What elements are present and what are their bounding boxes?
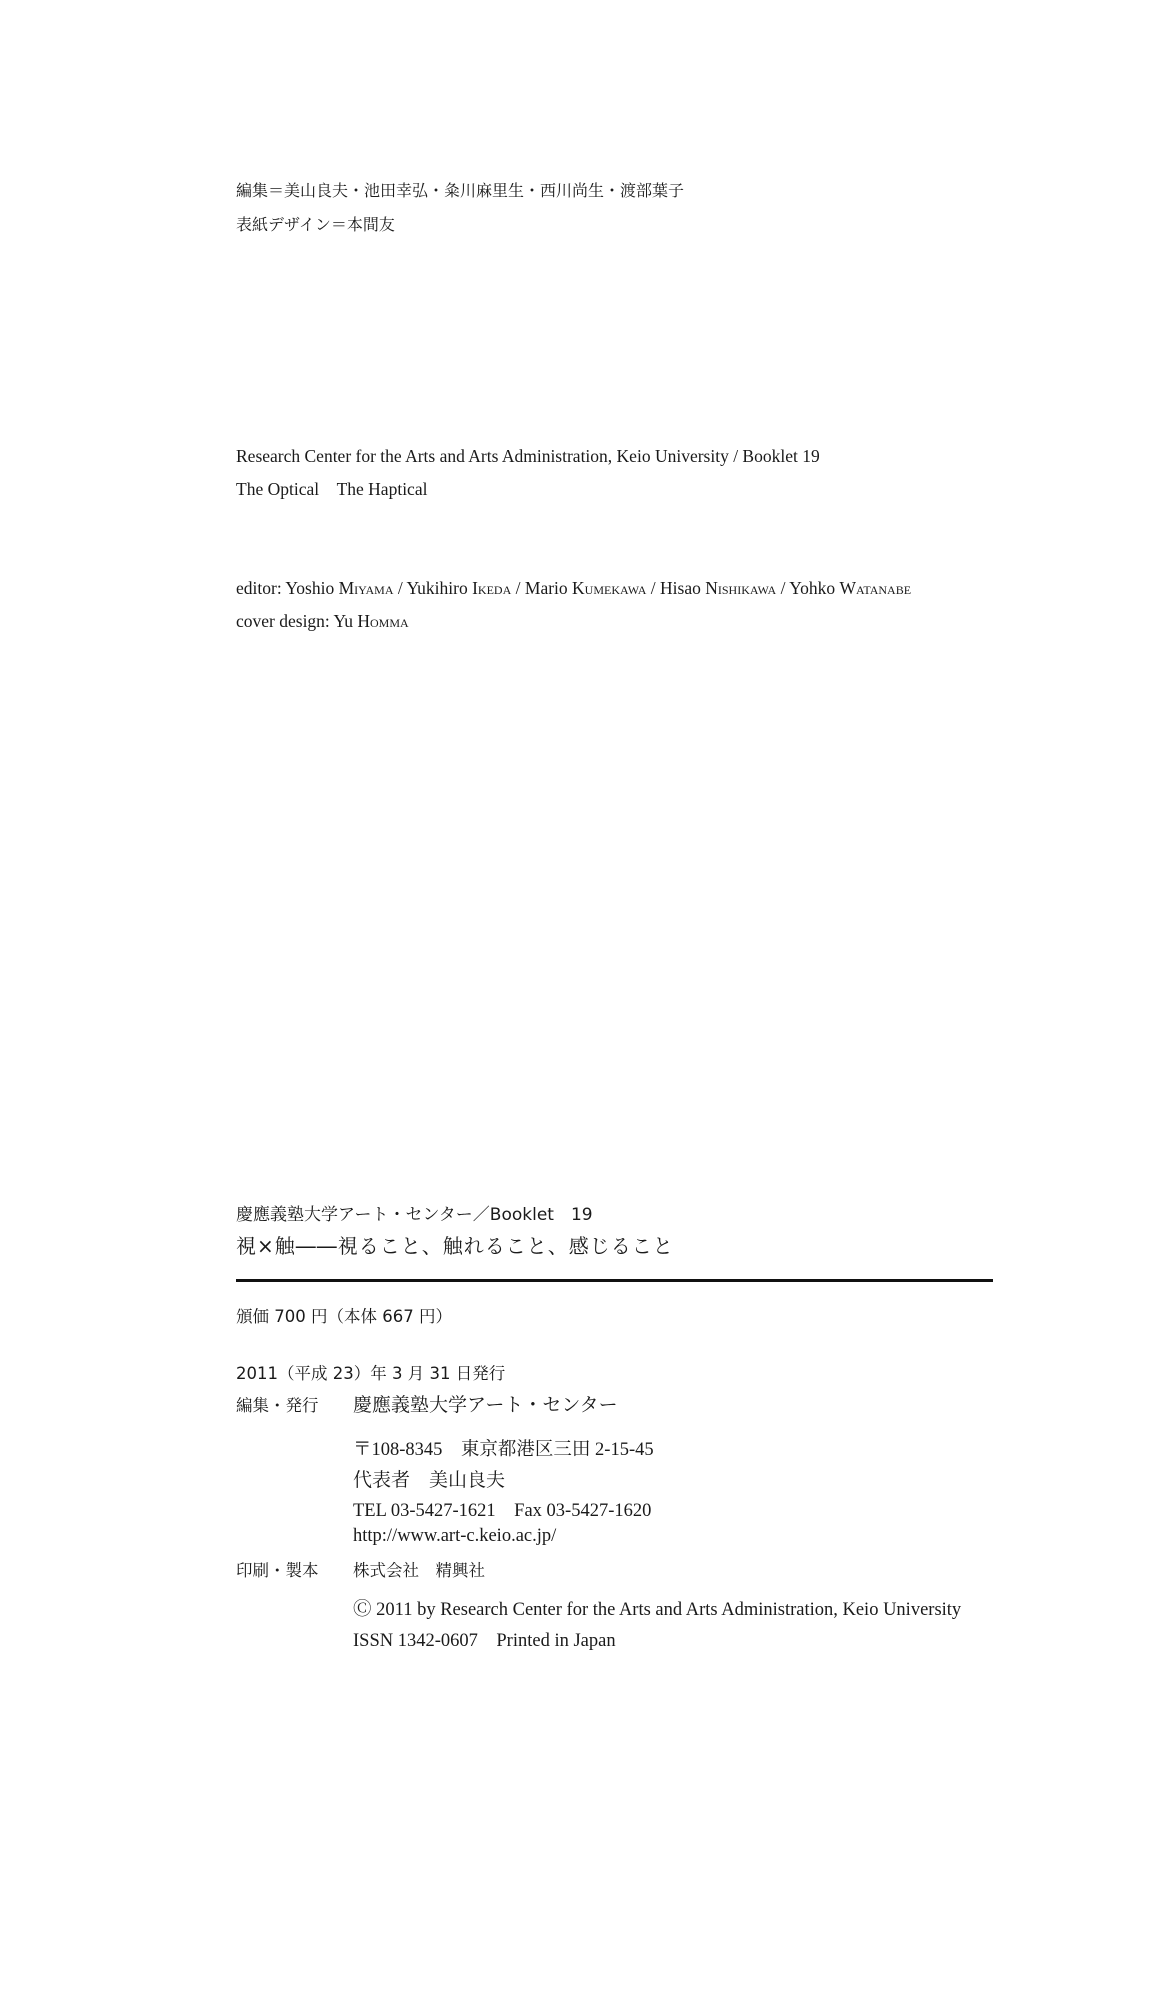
editors-en: editor: Yoshio Miyama / Yukihiro Ikeda / Mario Kumekawa / Hisao Nishikawa / Yohko Watanabe: [236, 578, 912, 598]
price: 頒価 700 円（本体 667 円）: [236, 1307, 452, 1326]
website-url[interactable]: http://www.art-c.keio.ac.jp/: [353, 1526, 557, 1546]
phone-fax: TEL 03-5427-1621 Fax 03-5427-1620: [353, 1501, 652, 1521]
editors-ja: 編集＝美山良夫・池田幸弘・粂川麻里生・西川尚生・渡部葉子: [236, 181, 685, 200]
editor-name: Hisao Nishikawa: [660, 578, 777, 598]
credits-en: [236, 572, 1012, 638]
divider-rule: [236, 1279, 993, 1282]
publisher-label: 編集・発行: [236, 1396, 319, 1415]
copyright: Ⓒ 2011 by Research Center for the Arts and Arts Administration, Keio University: [353, 1600, 962, 1620]
credits-ja: [236, 174, 684, 242]
issn: ISSN 1342-0607 Printed in Japan: [353, 1631, 616, 1651]
representative: 代表者 美山良夫: [353, 1469, 506, 1491]
printer-label: 印刷・製本: [236, 1561, 319, 1580]
series-en-block: [236, 440, 820, 506]
editor-name: Yohko Watanabe: [789, 578, 912, 598]
cover-design-ja: 表紙デザイン＝本間友: [236, 215, 395, 234]
title-en: The Optical The Haptical: [236, 479, 428, 499]
cover-design-en: cover design: Yu Homma: [236, 611, 409, 631]
editor-label: editor:: [236, 578, 282, 598]
colophon-series: 慶應義塾大学アート・センター／Booklet 19: [236, 1205, 593, 1225]
colophon-title: 視×触――視ること、触れること、感じること: [236, 1234, 674, 1258]
editor-name: Yoshio Miyama: [285, 578, 394, 598]
printer: 株式会社 精興社: [353, 1561, 485, 1580]
editor-name: Yukihiro Ikeda: [406, 578, 512, 598]
editor-name: Mario Kumekawa: [524, 578, 647, 598]
publish-date: 2011（平成 23）年 3 月 31 日発行: [236, 1364, 506, 1383]
publisher: 慶應義塾大学アート・センター: [353, 1394, 618, 1416]
series-en: Research Center for the Arts and Arts Administration, Keio University / Booklet 19: [236, 446, 820, 466]
address: 〒108-8345 東京都港区三田 2-15-45: [353, 1440, 654, 1460]
